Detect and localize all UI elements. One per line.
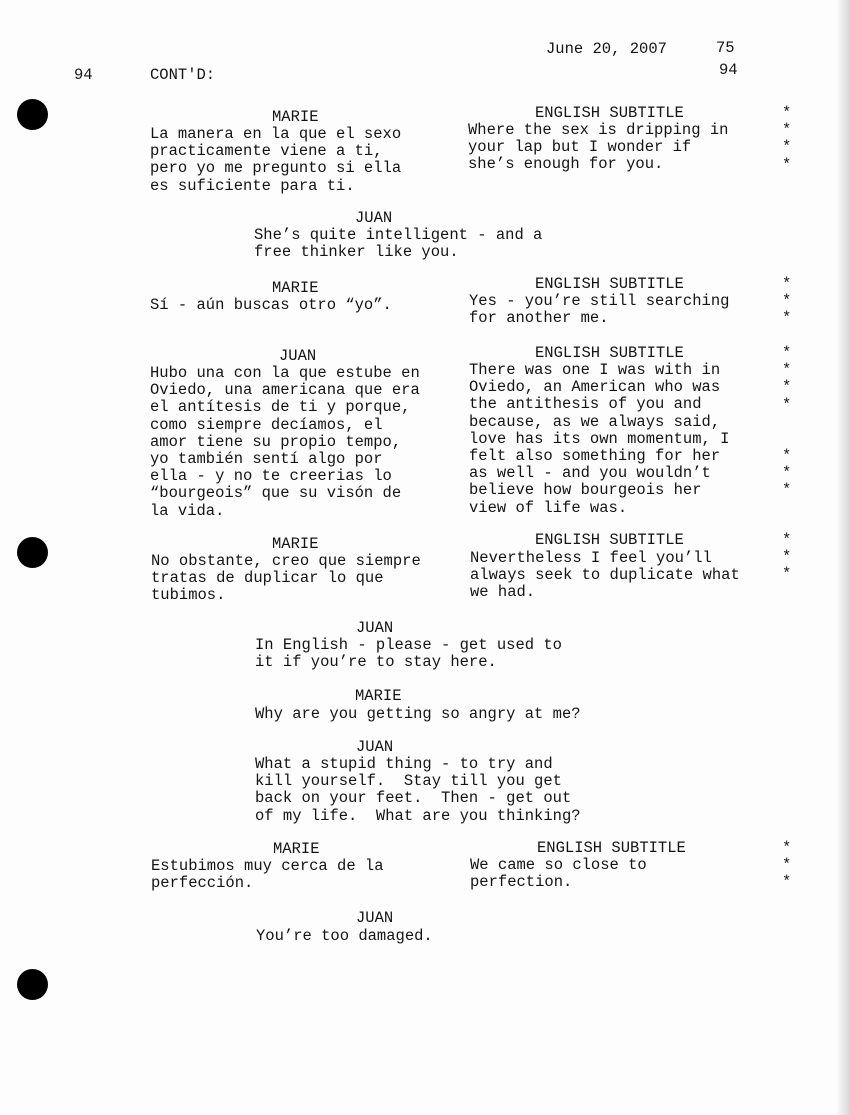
dialogue-text: In English - please - get used to it if you’re to stay here. [255,636,562,672]
punch-hole-middle [17,537,48,568]
spanish-dialogue: Sí - aún buscas otro “yo”. [150,296,392,314]
character-name: MARIE [272,279,319,297]
dialogue-text: You’re too damaged. [256,927,433,945]
scene-number-left: 94 [74,66,93,84]
spanish-dialogue: No obstante, creo que siempre tratas de duplicar lo que tubimos. [151,552,421,605]
subtitle-heading: ENGLISH SUBTITLE [537,839,686,857]
revision-marks: * * * [782,275,792,328]
revision-marks: * * * [782,839,792,892]
spanish-dialogue: Estubimos muy cerca de la perfección. [151,857,384,893]
character-name: JUAN [356,909,394,927]
character-name: MARIE [273,840,320,858]
character-name: MARIE [272,535,319,553]
revision-marks: * * * * [782,344,792,414]
dialogue-text: What a stupid thing - to try and kill yourself. Stay till you get back on your feet. Then - get out of my life. What are you thinking? [255,755,581,825]
dialogue-text: Why are you getting so angry at me? [255,705,581,723]
character-name: JUAN [279,347,317,365]
english-subtitle: There was one I was with in Oviedo, an American who was the antithesis of you and because, as we always said, love has its own momentum, I felt also something for her as well - and you wouldn’t believe how bourgeois her view of life was. [469,361,730,517]
spanish-dialogue: La manera en la que el sexo practicamente viene a ti, pero yo me pregunto si ella es suficiente para ti. [150,125,402,195]
subtitle-heading: ENGLISH SUBTITLE [535,275,684,293]
spanish-dialogue: Hubo una con la que estube en Oviedo, una americana que era el antítesis de ti y porque, como siempre decíamos, el amor tiene su propio tempo, yo también sentí algo por ella - y no te creerias lo “bourgeois” que su visón de la vida. [150,364,420,520]
english-subtitle: Yes - you’re still searching for another me. [469,292,730,328]
english-subtitle: We came so close to perfection. [470,856,647,892]
page-number: 75 [716,39,735,57]
subtitle-heading: ENGLISH SUBTITLE [535,344,684,362]
character-name: JUAN [355,209,393,227]
punch-hole-top [17,99,48,130]
punch-hole-bottom [17,969,48,1000]
revision-marks: * * * * [782,104,792,174]
english-subtitle: Nevertheless I feel you’ll always seek to duplicate what we had. [470,549,740,602]
subtitle-heading: ENGLISH SUBTITLE [535,531,684,549]
page-edge-shadow [836,0,850,1115]
character-name: MARIE [355,687,402,705]
dialogue-text: She’s quite intelligent - and a free thinker like you. [254,226,543,262]
english-subtitle: Where the sex is dripping in your lap but I wonder if she’s enough for you. [468,121,729,174]
revision-marks: * * * [782,531,792,584]
revision-date: June 20, 2007 [546,40,667,58]
character-name: JUAN [356,738,394,756]
continued-label: CONT'D: [150,66,216,84]
character-name: MARIE [272,108,319,126]
revision-marks: * * * [782,447,792,500]
character-name: JUAN [356,619,394,637]
subtitle-heading: ENGLISH SUBTITLE [535,104,684,122]
scene-number-right: 94 [719,61,738,79]
